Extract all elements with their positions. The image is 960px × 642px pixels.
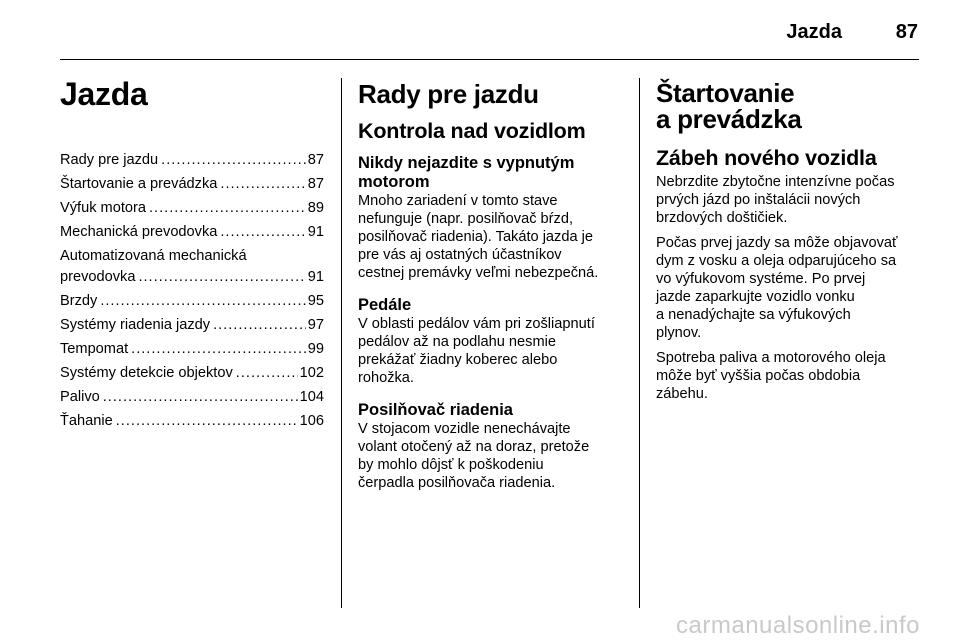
toc-item-label: Výfuk motora — [60, 200, 146, 216]
toc-leader-dots — [161, 150, 306, 171]
page-number: 87 — [895, 21, 918, 43]
toc-item-label: Brzdy — [60, 293, 98, 309]
toc-item[interactable] — [60, 387, 324, 408]
toc-item-label: Rady pre jazdu — [60, 152, 159, 168]
toc-item[interactable] — [60, 174, 324, 195]
column-divider-1 — [341, 78, 342, 608]
toc-item-page: 102 — [299, 365, 324, 381]
body-paragraph: Mnoho zariadení v tomto stave nefunguje (napr. posilňovač bŕzd, posilňovač riadenia). Takáto jazda je pre vás aj ostatných účastníkov cestnej premávky veľmi nebezpečná. — [358, 193, 599, 281]
toc-item-label: Mechanická prevodovka — [60, 224, 218, 240]
toc-item-page: 97 — [307, 317, 324, 333]
toc-leader-dots — [236, 363, 298, 384]
body-paragraph: V stojacom vozidle nenechávajte volant otočený až na doraz, pretože by mohlo dôjsť k poškodeniu čerpadla posilňovača riadenia. — [358, 421, 590, 491]
header-rule — [60, 59, 919, 60]
toc-leader-dots — [220, 174, 305, 195]
toc-item-page: 87 — [307, 152, 324, 168]
toc-item-page: 89 — [307, 200, 324, 216]
body-paragraph: Spotreba paliva a motorového oleja môže byť vyššia počas obdobia zábehu. — [656, 350, 886, 402]
toc-item[interactable] — [60, 315, 324, 336]
body-paragraph: Nebrzdite zbytočne intenzívne počas prvých jázd po inštalácii nových brzdových doštičiek. — [656, 174, 895, 226]
toc-column — [60, 74, 324, 435]
toc-leader-dots — [220, 222, 305, 243]
toc-item-label: Palivo — [60, 389, 100, 405]
section-heading: Štartovanie a prevádzka — [656, 78, 802, 134]
toc-item-label: Tempomat — [60, 341, 129, 357]
toc-leader-dots — [149, 198, 306, 219]
toc-leader-dots — [116, 411, 298, 432]
toc-item-page: 91 — [307, 269, 324, 285]
chapter-title: Jazda — [60, 76, 148, 112]
body-paragraph: V oblasti pedálov vám pri zošliapnutí pedálov až na podlahu nesmie prekážať žiadny koberec alebo rohožka. — [358, 316, 595, 386]
toc-leader-dots — [213, 315, 306, 336]
toc-item-label: prevodovka — [60, 269, 136, 285]
site-watermark: carmanualsonline.info — [676, 612, 920, 639]
toc-item-label: Ťahanie — [60, 413, 113, 429]
topic-heading: Pedále — [358, 296, 412, 314]
toc-item-page: 95 — [307, 293, 324, 309]
toc-item-label: Systémy detekcie objektov — [60, 365, 233, 381]
toc-item[interactable] — [60, 150, 324, 171]
toc-item[interactable] — [60, 222, 324, 243]
toc-list — [60, 150, 324, 432]
topic-heading: Posilňovač riadenia — [358, 401, 513, 419]
starting-operation-column — [656, 80, 922, 403]
toc-item-label-line1: Automatizovaná mechanická — [60, 248, 247, 264]
toc-item[interactable] — [60, 198, 324, 219]
toc-item-label: Systémy riadenia jazdy — [60, 317, 211, 333]
topic-heading: Nikdy nejazdite s vypnutým motorom — [358, 154, 575, 191]
toc-item-page: 91 — [307, 224, 324, 240]
toc-item-page: 87 — [307, 176, 324, 192]
subsection-heading: Kontrola nad vozidlom — [358, 119, 586, 143]
running-header-title: Jazda — [786, 21, 842, 43]
toc-leader-dots — [131, 339, 306, 360]
column-divider-2 — [639, 78, 640, 608]
toc-item-label: Štartovanie a prevádzka — [60, 176, 218, 192]
toc-item[interactable] — [60, 363, 324, 384]
section-heading: Rady pre jazdu — [358, 79, 539, 109]
toc-item-page: 106 — [299, 413, 324, 429]
toc-leader-dots — [100, 291, 305, 312]
toc-item-page: 104 — [299, 389, 324, 405]
toc-leader-dots — [103, 387, 298, 408]
toc-item[interactable] — [60, 339, 324, 360]
toc-item[interactable] — [60, 411, 324, 432]
toc-item-page: 99 — [307, 341, 324, 357]
toc-item[interactable] — [60, 291, 324, 312]
subsection-heading: Zábeh nového vozidla — [656, 146, 877, 170]
driving-tips-column — [358, 80, 624, 492]
toc-leader-dots — [138, 267, 305, 288]
toc-item[interactable] — [60, 246, 324, 288]
body-paragraph: Počas prvej jazdy sa môže objavovať dym z vosku a oleja odparujúceho sa vo výfukovom systéme. Po prvej jazde zaparkujte vozidlo vonku a nenadýchajte sa výfukových plynov. — [656, 235, 898, 341]
